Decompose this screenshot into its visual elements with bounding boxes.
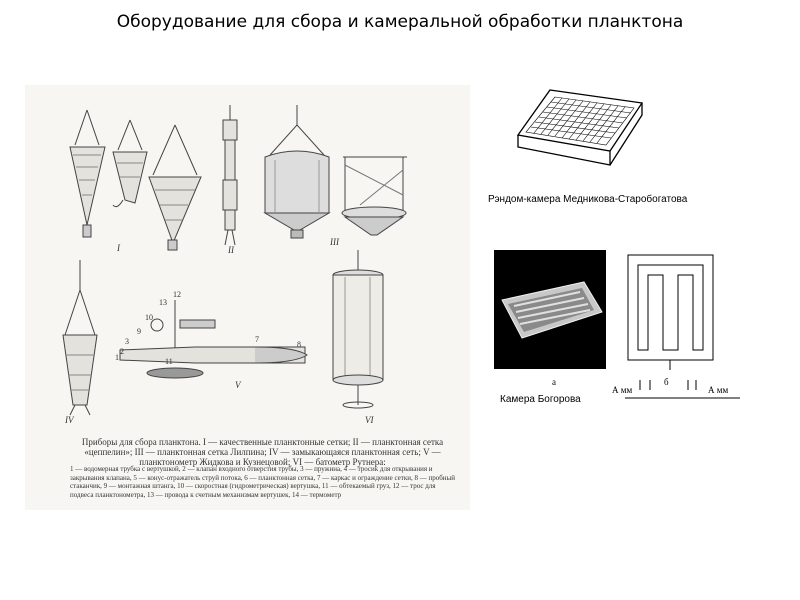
lippin-net (265, 105, 329, 238)
plankton-equipment-figure (25, 85, 470, 510)
part-number-2: 2 (120, 347, 124, 356)
dimension-label-left: А мм (612, 385, 633, 395)
figure-label-1: I (117, 243, 120, 253)
part-number-9: 9 (137, 327, 141, 336)
dimension-label-right: А мм (708, 385, 729, 395)
figure-label-6: VI (365, 415, 374, 425)
closing-net-frame (342, 157, 407, 235)
figure-label-4: IV (65, 415, 74, 425)
bogorov-chamber-photo (494, 250, 606, 369)
plankton-net-3 (149, 125, 201, 250)
rutner-bathometer (333, 250, 383, 408)
diagram-label-b: б (664, 377, 669, 387)
figure-label-2: II (228, 245, 234, 255)
plankton-net-1 (70, 110, 105, 237)
page-title: Оборудование для сбора и камеральной обработки планктона (116, 12, 684, 32)
closing-plankton-net (63, 260, 97, 415)
random-chamber-drawing (510, 85, 660, 170)
figure-caption: Приборы для сбора планктона. I — качественные планктонные сетки; II — планктонная сетка «цеппелин»; III — планктонная сетка Лилпина; IV — замыкающаяся планктонная сеть; V — планктонометр Жидкова и Кузнецовой; VI — батометр Рутнера: (81, 437, 444, 467)
part-number-3: 3 (125, 337, 129, 346)
zeppelin-net (223, 105, 237, 245)
part-number-8: 8 (297, 340, 301, 349)
figure-label-3: III (330, 237, 339, 247)
plankton-net-2 (113, 120, 147, 207)
figure-label-5: V (235, 380, 241, 390)
figure-parts-legend: 1 — водомерная трубка с вертушкой, 2 — клапан входного отверстия трубы, 3 — пружина, 4 — тросик для открывания и закрывания клапана, 5 — конус-отражатель струй потока, 6 — планктонная сетка, 7 — каркас и ограждение сетки, 8 — пробный стаканчик, 9 — монтажная штанга, 10 — скоростная (гидрометрическая) вертушка, 11 — обтекаемый груз, 12 — трос для подвеса планктонометра, 13 — провода к счетным механизмам вертушек, 14 — термометр (70, 465, 455, 499)
part-number-13: 13 (159, 298, 167, 307)
planktonometer (120, 300, 307, 378)
part-number-11: 11 (165, 357, 173, 366)
part-number-10: 10 (145, 313, 153, 322)
part-number-12: 12 (173, 290, 181, 299)
part-number-7: 7 (255, 335, 259, 344)
bogorov-chamber-label: Камера Богорова (500, 394, 581, 405)
random-chamber-label: Рэндом-камера Медникова-Старобогатова (488, 194, 688, 205)
diagram-label-a: а (552, 377, 556, 387)
part-number-1: 1 (115, 353, 119, 362)
